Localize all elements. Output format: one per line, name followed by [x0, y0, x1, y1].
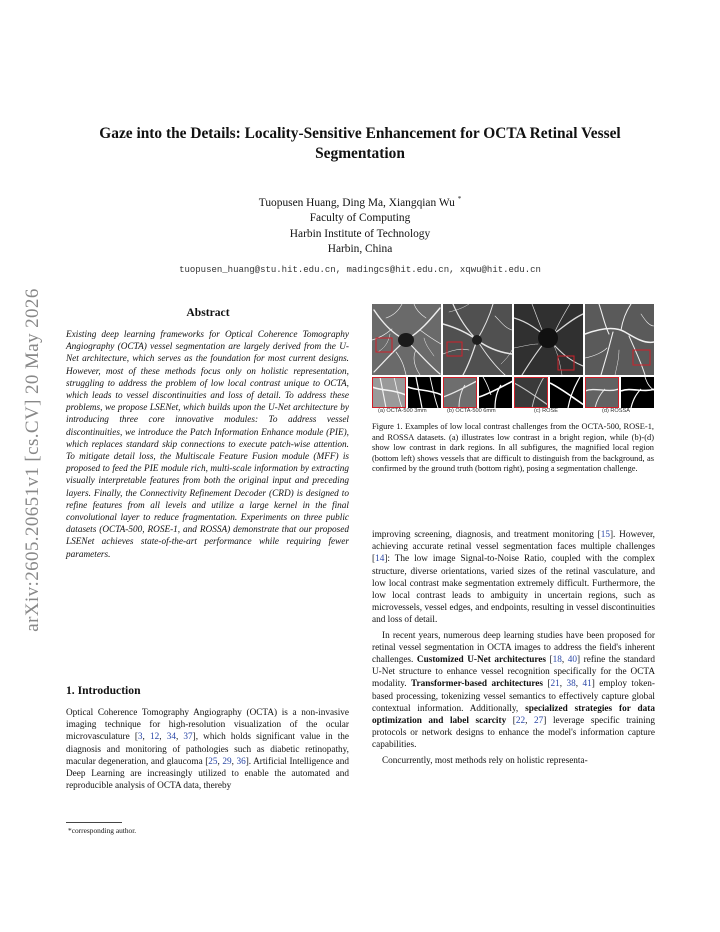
- intro-paragraph-next: Concurrently, most methods rely on holistic representa-: [382, 755, 588, 766]
- citation-link[interactable]: 36: [236, 756, 246, 767]
- citation-link[interactable]: 18: [552, 655, 562, 666]
- affiliation-line-2: Harbin Institute of Technology: [289, 227, 431, 240]
- crop-a-magnified: [372, 377, 406, 408]
- citation-link[interactable]: 34: [166, 732, 176, 743]
- crop-c-ground-truth: [550, 377, 584, 408]
- paper-title: Gaze into the Details: Locality-Sensitive Enhancement for OCTA Retinal Vessel Segmentation: [99, 125, 621, 162]
- abstract-heading: Abstract: [186, 306, 230, 319]
- octa-image-b: [443, 304, 512, 375]
- rossa-image-d: [585, 304, 654, 375]
- arxiv-stamp-text: arXiv:2605.20651v1 [cs.CV] 20 May 2026: [22, 288, 43, 632]
- intro-paragraph-related-work: In recent years, numerous deep learning studies have been proposed for retinal vessel segmentation in OCTA images to address the field's inherent challenges. Customized U-Net architectures [18, 40] refine the standard U-Net structure to enhance vessel recognition specifically for the OCTA modality. Transformer-based architectures [21, 38, 41] employ token-based processing, tokenizing vessel semantics to effectively capture global contextual information. Additionally, specialized strategies for data optimization and label scarcity [22, 27] leverage specific training protocols or network designs to enhance the model's information capture capabilities.: [372, 630, 656, 751]
- citation-link[interactable]: 12: [149, 732, 160, 743]
- citation-link[interactable]: 37: [183, 732, 193, 743]
- author-line: [60, 192, 660, 211]
- author-emails: tuopusen_huang@stu.hit.edu.cn, madingcs@hit.edu.cn, xqwu@hit.edu.cn: [179, 264, 541, 275]
- crop-b-magnified: [443, 377, 477, 408]
- author-block: [60, 192, 660, 278]
- rose-image-c: [514, 304, 583, 375]
- section-heading-introduction: 1. Introduction: [66, 684, 141, 697]
- footnote: *corresponding author.: [68, 826, 137, 835]
- crop-a-ground-truth: [408, 377, 442, 408]
- citation-link[interactable]: 25: [208, 756, 218, 767]
- crop-d-ground-truth: [621, 377, 655, 408]
- subfigure-label-b: (b) OCTA-500 6mm: [447, 408, 496, 414]
- abstract-text: Existing deep learning frameworks for Optical Coherence Tomography Angiography (OCTA) vessel segmentation are largely derived from the U-Net architecture, which serves as the foundation for most current designs. However, most of these methods focus only on holistic representation, struggling to address the problem of low local contrast unique to OCTA, which leads to vessel discontinuities and loss of detail. To address these problems, we propose LSENet, which builds upon the U-Net architecture by introducing three core innovative modules: To address vessel discontinuities, we introduce the Patch Information Enhance module (PIE), which replaces standard skip connections to execute patch-wise attention. To mitigate detail loss, the Multiscale Feature Fusion module (MFF) is proposed to feed the PIE module rich, multi-scale information by extracting visually interpretable features from both the original input and preceding layers. Finally, the Connectivity Refinement Decoder (CRD) is designed to refine features from all levels and utilize a large kernel in the final convolutional layer to reduce fragmentation. Experiments on three public datasets (OCTA-500, ROSE-1, and ROSSA) demonstrate that our proposed LSENet achieves state-of-the-art performance while requiring fewer parameters.: [66, 330, 349, 560]
- footnote-rule: [66, 822, 122, 823]
- octa-image-a: [372, 304, 441, 375]
- affiliation-line-3: Harbin, China: [327, 243, 393, 256]
- citation-link[interactable]: 40: [567, 655, 578, 666]
- citation-link[interactable]: 27: [534, 716, 544, 727]
- citation-link[interactable]: 41: [582, 679, 592, 690]
- figure-1: [372, 304, 654, 414]
- citation-link[interactable]: 22: [515, 716, 526, 727]
- right-column-text: [372, 529, 655, 767]
- arxiv-stamp: [20, 260, 46, 660]
- corresponding-mark: *: [457, 195, 462, 203]
- citation-link[interactable]: 38: [566, 679, 576, 690]
- citation-link[interactable]: 29: [222, 756, 232, 767]
- citation-link[interactable]: 15: [600, 530, 610, 540]
- subfigure-label-a: (a) OCTA-500 3mm: [378, 408, 427, 414]
- crop-b-ground-truth: [479, 377, 513, 408]
- affiliation-line-1: Faculty of Computing: [309, 212, 411, 225]
- intro-paragraph-continued: improving screening, diagnosis, and treatment monitoring [15]. However, achieving accurate retinal vessel segmentation faces multiple challenges [14]: The low image Signal-to-Noise Ratio, coupled with the complex structure, diverse orientations, varied sizes of the retinal vasculature, and low local contrast make segmentation extremely difficult. Furthermore, the low local contrast leads to ambiguity in uncertain regions, such as microvessels, vessel edges, and endpoints, resulting in vessel discontinuities and loss of detail.: [372, 530, 655, 626]
- citation-link[interactable]: 14: [375, 554, 385, 565]
- crop-d-magnified: [585, 377, 619, 408]
- author-names: Tuopusen Huang, Ding Ma, Xiangqian Wu: [258, 196, 455, 209]
- intro-paragraph: Optical Coherence Tomography Angiography (OCTA) is a non-invasive imaging technique for high-resolution visualization of the ocular microvasculature [3, 12, 34, 37], which holds significant value in the diagnosis and monitoring of pathologies such as diabetic retinopathy, macular degeneration, and glaucoma [25, 29, 36]. Artificial Intelligence and Deep Learning are increasingly utilized to enable the automated and reproducible analysis of OCTA data, thereby: [66, 708, 350, 792]
- figure-1-caption: Figure 1. Examples of low local contrast challenges from the OCTA-500, ROSE-1, and ROSSA datasets. (a) illustrates low contrast in a bright region, while (b)-(d) show low contrast in dark regions. In all subfigures, the magnified local region (bottom left) shows vessels that are difficult to distinguish from the background, as confirmed by the ground truth (bottom right), posing a segmentation challenge.: [372, 422, 654, 474]
- subfigure-label-c: (c) ROSE: [534, 408, 558, 414]
- citation-link[interactable]: 3: [137, 732, 143, 743]
- subfigure-label-d: (d) ROSSA: [602, 408, 630, 414]
- crop-c-magnified: [514, 377, 548, 408]
- citation-link[interactable]: 21: [550, 679, 560, 690]
